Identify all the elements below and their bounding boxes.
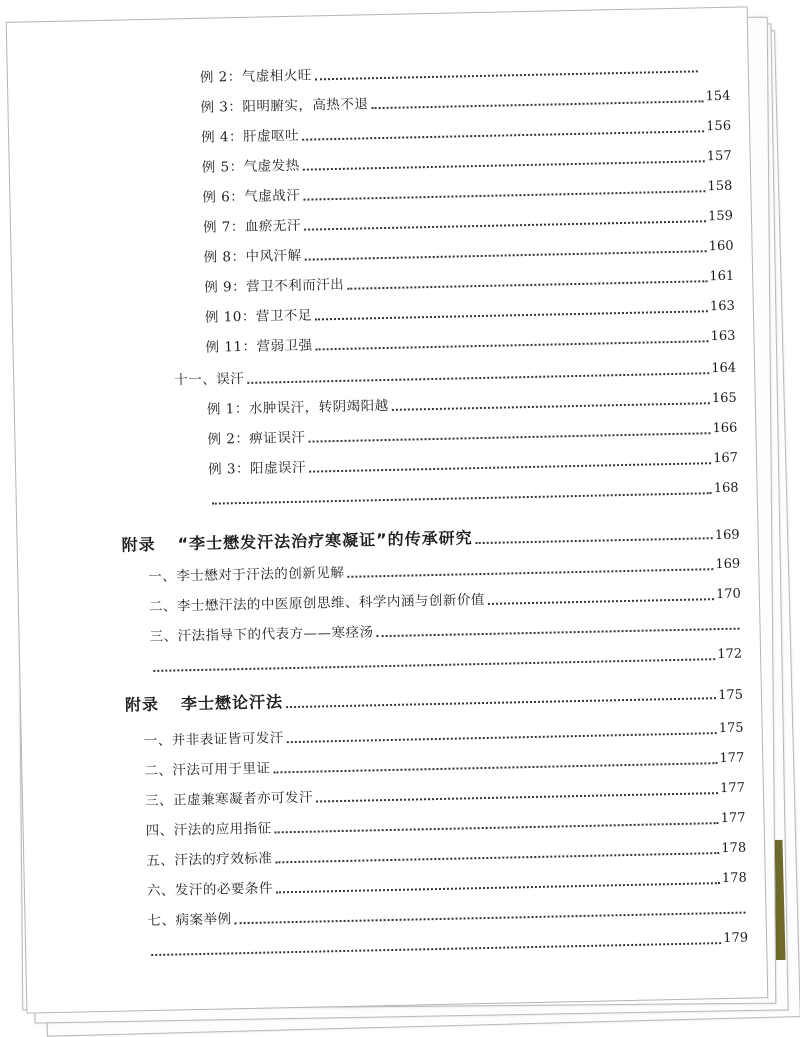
dot-leader bbox=[315, 70, 698, 80]
toc-entry[interactable] bbox=[209, 480, 739, 509]
toc-entry-page: 172 bbox=[717, 646, 743, 663]
toc-entry-label: 一、李士懋对于汗法的创新见解 bbox=[148, 564, 345, 586]
dot-leader bbox=[287, 732, 717, 743]
toc-entry-page: 161 bbox=[709, 268, 735, 285]
toc-entry-label: 例 5：气虚发热 bbox=[201, 157, 300, 176]
dot-leader bbox=[316, 792, 718, 802]
toc-entry-page: 169 bbox=[715, 556, 741, 573]
toc-entry-page: 154 bbox=[705, 88, 731, 105]
toc-entry[interactable] bbox=[200, 58, 700, 86]
toc-entry-page: 163 bbox=[709, 298, 735, 315]
toc-entry-label: 三、汗法指导下的代表方——寒痉汤 bbox=[149, 624, 374, 645]
toc-entry-label: 例 10：营卫不足 bbox=[204, 307, 313, 326]
toc-entry-page: 179 bbox=[723, 930, 749, 947]
dot-leader bbox=[275, 822, 719, 833]
toc-entry[interactable] bbox=[144, 720, 744, 751]
toc-entry-page: 177 bbox=[719, 780, 746, 797]
dot-leader bbox=[392, 402, 710, 411]
toc-entry[interactable] bbox=[208, 450, 738, 479]
toc-section-entry[interactable] bbox=[174, 360, 736, 390]
toc-entry[interactable] bbox=[202, 148, 732, 177]
toc-entry-label: 二、李士懋汗法的中医原创思维、科学内涵与创新价值 bbox=[148, 591, 486, 616]
toc-entry-label: 三、正虚兼寒凝者亦可发汗 bbox=[144, 789, 314, 810]
toc-entry-label: 例 4：肝虚呕吐 bbox=[200, 127, 300, 146]
toc-entry[interactable] bbox=[146, 840, 746, 871]
toc-entry[interactable] bbox=[147, 900, 747, 931]
toc-entry-label: 二、汗法可用于里证 bbox=[144, 760, 271, 780]
toc-entry[interactable] bbox=[145, 810, 745, 841]
dot-leader bbox=[347, 280, 707, 290]
toc-entry[interactable] bbox=[201, 118, 731, 147]
appendix-heading[interactable] bbox=[121, 520, 739, 556]
toc-entry-page: 156 bbox=[706, 118, 732, 135]
dot-leader bbox=[476, 537, 713, 544]
dot-leader bbox=[308, 432, 710, 442]
toc-entry-label: 例 1：水肿误汗，转阴竭阳越 bbox=[206, 397, 389, 418]
appendix-title: 李士懋论汗法 bbox=[180, 692, 284, 714]
dot-leader bbox=[235, 912, 746, 925]
dot-leader bbox=[273, 762, 717, 773]
toc-entry-label: 例 8：中风汗解 bbox=[203, 247, 302, 266]
toc-entry-page: 158 bbox=[707, 178, 733, 195]
dot-leader bbox=[377, 628, 740, 638]
toc-entry-label: 六、发汗的必要条件 bbox=[146, 880, 274, 900]
toc-entry-page: 157 bbox=[706, 148, 732, 165]
dot-leader bbox=[305, 250, 707, 260]
toc-entry-label: 例 3：阳虚误汗 bbox=[207, 459, 307, 478]
toc-entry-page: 166 bbox=[712, 420, 738, 437]
dot-leader bbox=[488, 598, 714, 605]
toc-entry[interactable] bbox=[148, 556, 740, 586]
dot-leader bbox=[304, 220, 706, 230]
toc-entry[interactable] bbox=[147, 870, 747, 901]
dot-leader bbox=[247, 372, 709, 384]
toc-entry[interactable] bbox=[204, 268, 734, 297]
appendix-heading[interactable] bbox=[125, 680, 743, 716]
toc-entry-page: 177 bbox=[719, 750, 745, 767]
toc-entry-page: 159 bbox=[707, 208, 734, 225]
toc-entry-label: 例 2：气虚相火旺 bbox=[199, 67, 312, 86]
dot-leader bbox=[153, 658, 715, 672]
dot-leader bbox=[302, 130, 704, 140]
toc-entry-label: 一、并非表证皆可发汗 bbox=[143, 730, 284, 750]
dot-leader bbox=[275, 852, 719, 863]
dot-leader bbox=[371, 100, 703, 109]
toc-entry-page: 175 bbox=[718, 720, 744, 737]
toc-entry-label: 例 11：营弱卫强 bbox=[205, 337, 313, 356]
toc-entry[interactable] bbox=[200, 88, 730, 117]
dot-leader bbox=[316, 340, 709, 350]
appendix-tag: 附录 bbox=[121, 534, 156, 555]
toc-entry[interactable] bbox=[207, 390, 737, 419]
toc-entry[interactable] bbox=[145, 780, 745, 811]
toc-entry-label: 例 9：营卫不利而汗出 bbox=[204, 276, 345, 296]
toc-entry[interactable] bbox=[203, 208, 733, 237]
toc-page bbox=[6, 6, 769, 1013]
appendix-tag: 附录 bbox=[124, 694, 160, 715]
toc-entry-page: 169 bbox=[714, 527, 740, 544]
dot-leader bbox=[276, 882, 720, 893]
toc-entry-page: 167 bbox=[713, 450, 739, 467]
toc-entry-label: 十一、误汗 bbox=[174, 370, 245, 389]
toc-entry-page: 178 bbox=[721, 840, 747, 857]
toc-entry-label: 例 6：气虚战汗 bbox=[202, 187, 301, 206]
toc-entry-label: 七、病案举例 bbox=[147, 911, 232, 930]
toc-entry-page: 168 bbox=[713, 480, 739, 497]
toc-entry-label: 四、汗法的应用指征 bbox=[145, 820, 272, 840]
toc-entry-page: 164 bbox=[711, 360, 737, 377]
toc-entry[interactable] bbox=[205, 328, 735, 357]
toc-entry-page: 163 bbox=[710, 328, 736, 345]
toc-entry-label: 例 2：痹证误汗 bbox=[207, 429, 306, 448]
dot-leader bbox=[347, 568, 713, 578]
dot-leader bbox=[303, 190, 705, 200]
toc-entry-page: 160 bbox=[708, 238, 734, 255]
dot-leader bbox=[309, 462, 711, 472]
toc-entry[interactable] bbox=[148, 930, 748, 961]
toc-entry-page: 178 bbox=[721, 870, 747, 887]
dot-leader bbox=[286, 697, 716, 708]
toc-entry-page: 177 bbox=[720, 810, 746, 827]
toc-entry[interactable] bbox=[149, 586, 741, 616]
toc-entry-page: 175 bbox=[717, 687, 744, 704]
toc-entry-page: 170 bbox=[715, 586, 741, 603]
toc-entry-page: 165 bbox=[711, 390, 737, 407]
dot-leader bbox=[303, 160, 705, 170]
toc-entry-label: 例 7：血瘀无汗 bbox=[202, 217, 302, 236]
toc-entry[interactable] bbox=[202, 178, 732, 207]
toc-entry[interactable] bbox=[203, 238, 733, 267]
dot-leader bbox=[212, 492, 712, 504]
toc-entry[interactable] bbox=[149, 616, 741, 646]
appendix-title: “李士懋发汗法治疗寒凝证”的传承研究 bbox=[177, 528, 473, 554]
dot-leader bbox=[315, 310, 708, 320]
toc-entry[interactable] bbox=[150, 646, 742, 676]
toc-entry-label: 五、汗法的疗效标准 bbox=[146, 850, 273, 870]
toc-entry[interactable] bbox=[207, 420, 737, 449]
toc-entry[interactable] bbox=[144, 750, 744, 781]
toc-entry[interactable] bbox=[205, 298, 735, 327]
dot-leader bbox=[151, 942, 721, 956]
toc-entry-label: 例 3：阳明腑实，高热不退 bbox=[200, 96, 369, 116]
